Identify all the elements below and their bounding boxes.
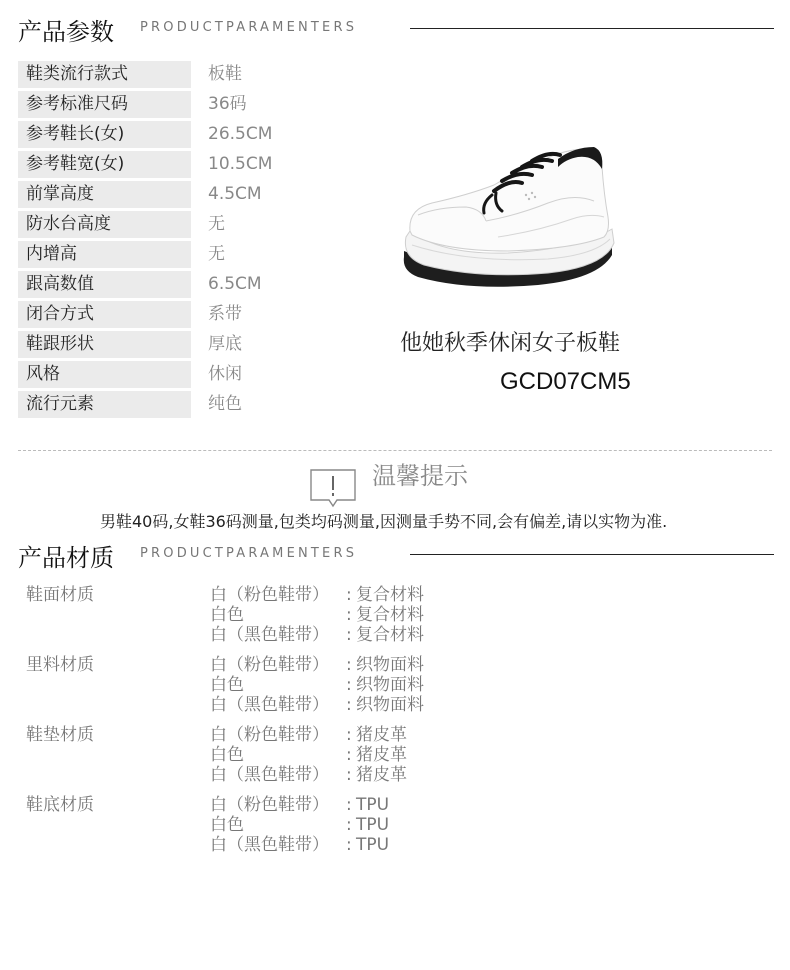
param-value: 4.5CM [208, 184, 262, 204]
material-line: 白（黑色鞋带） : 复合材料 [210, 625, 424, 645]
param-row [18, 60, 318, 90]
material-line: 白（粉色鞋带） : 复合材料 [210, 585, 424, 605]
param-row [18, 390, 318, 420]
material-color: 白色 [210, 605, 244, 625]
material-value: TPU [356, 795, 390, 815]
param-value: 36码 [208, 94, 247, 114]
material-line: 白（黑色鞋带） : TPU [210, 835, 390, 855]
section-header-materials [18, 534, 774, 574]
dashed-divider [18, 450, 772, 451]
material-line: 白（粉色鞋带） : 猪皮革 [210, 725, 407, 745]
param-key: 流行元素 [18, 391, 191, 418]
param-key: 参考鞋宽(女) [18, 151, 191, 178]
param-key: 参考标准尺码 [18, 91, 191, 118]
material-color: 白（粉色鞋带） [210, 725, 329, 745]
param-key: 内增高 [18, 241, 191, 268]
param-row [18, 120, 318, 150]
material-color: 白（黑色鞋带） [210, 835, 329, 855]
material-color: 白色 [210, 815, 244, 835]
material-color: 白（黑色鞋带） [210, 625, 329, 645]
param-value: 纯色 [208, 394, 242, 414]
material-line: 白色 : 织物面料 [210, 675, 424, 695]
params-table [18, 60, 318, 420]
param-row [18, 210, 318, 240]
notice-title: 温馨提示 [372, 462, 468, 490]
param-row [18, 270, 318, 300]
material-color: 白（黑色鞋带） [210, 765, 329, 785]
param-value: 6.5CM [208, 274, 262, 294]
material-value: 猪皮革 [356, 725, 407, 745]
material-value: 复合材料 [356, 605, 424, 625]
material-key: 鞋底材质 [26, 795, 94, 815]
param-value: 10.5CM [208, 154, 273, 174]
param-row [18, 90, 318, 120]
param-row [18, 180, 318, 210]
material-value: 猪皮革 [356, 765, 407, 785]
param-key: 防水台高度 [18, 211, 191, 238]
header-rule [410, 554, 774, 555]
material-value: 织物面料 [356, 655, 424, 675]
material-line: 白色 : 猪皮革 [210, 745, 407, 765]
material-line: 白（黑色鞋带） : 织物面料 [210, 695, 424, 715]
material-key: 里料材质 [26, 655, 94, 675]
param-value: 休闲 [208, 364, 242, 384]
param-row [18, 150, 318, 180]
param-value: 无 [208, 214, 225, 234]
material-value: 织物面料 [356, 695, 424, 715]
material-value: TPU [356, 835, 390, 855]
param-key: 鞋跟形状 [18, 331, 191, 358]
param-key: 前掌高度 [18, 181, 191, 208]
material-color: 白色 [210, 675, 244, 695]
header-rule [410, 28, 774, 29]
material-key: 鞋垫材质 [26, 725, 94, 745]
product-shoe-image [398, 145, 620, 295]
material-value: 猪皮革 [356, 745, 407, 765]
section-subtitle: PRODUCTPARAMENTERS [140, 20, 358, 35]
material-color: 白（粉色鞋带） [210, 795, 329, 815]
section-header-params [18, 8, 774, 48]
material-line: 白（粉色鞋带） : TPU [210, 795, 390, 815]
product-name: 他她秋季休闲女子板鞋 [400, 331, 621, 356]
param-value: 无 [208, 244, 225, 264]
material-value: 复合材料 [356, 625, 424, 645]
material-color: 白（粉色鞋带） [210, 655, 329, 675]
param-value: 系带 [208, 304, 242, 324]
material-line: 白（黑色鞋带） : 猪皮革 [210, 765, 407, 785]
material-line: 白色 : 复合材料 [210, 605, 424, 625]
section-subtitle: PRODUCTPARAMENTERS [140, 546, 358, 561]
product-code: GCD07CM5 [500, 368, 631, 395]
param-row [18, 240, 318, 270]
material-line: 白（粉色鞋带） : 织物面料 [210, 655, 424, 675]
material-line: 白色 : TPU [210, 815, 390, 835]
material-value: TPU [356, 815, 390, 835]
param-key: 参考鞋长(女) [18, 121, 191, 148]
param-key: 闭合方式 [18, 301, 191, 328]
section-title: 产品参数 [18, 18, 114, 46]
param-key: 风格 [18, 361, 191, 388]
param-key: 鞋类流行款式 [18, 61, 191, 88]
param-row [18, 330, 318, 360]
material-color: 白（黑色鞋带） [210, 695, 329, 715]
material-value: 织物面料 [356, 675, 424, 695]
notice-text: 男鞋40码,女鞋36码测量,包类均码测量,因测量手势不同,会有偏差,请以实物为准. [100, 512, 668, 531]
section-title: 产品材质 [18, 544, 114, 572]
material-color: 白色 [210, 745, 244, 765]
param-key: 跟高数值 [18, 271, 191, 298]
param-value: 厚底 [208, 334, 242, 354]
param-row [18, 360, 318, 390]
param-row [18, 300, 318, 330]
material-key: 鞋面材质 [26, 585, 94, 605]
param-value: 26.5CM [208, 124, 273, 144]
exclamation-speech-bubble-icon [310, 468, 356, 508]
material-value: 复合材料 [356, 585, 424, 605]
param-value: 板鞋 [208, 64, 242, 84]
material-color: 白（粉色鞋带） [210, 585, 329, 605]
